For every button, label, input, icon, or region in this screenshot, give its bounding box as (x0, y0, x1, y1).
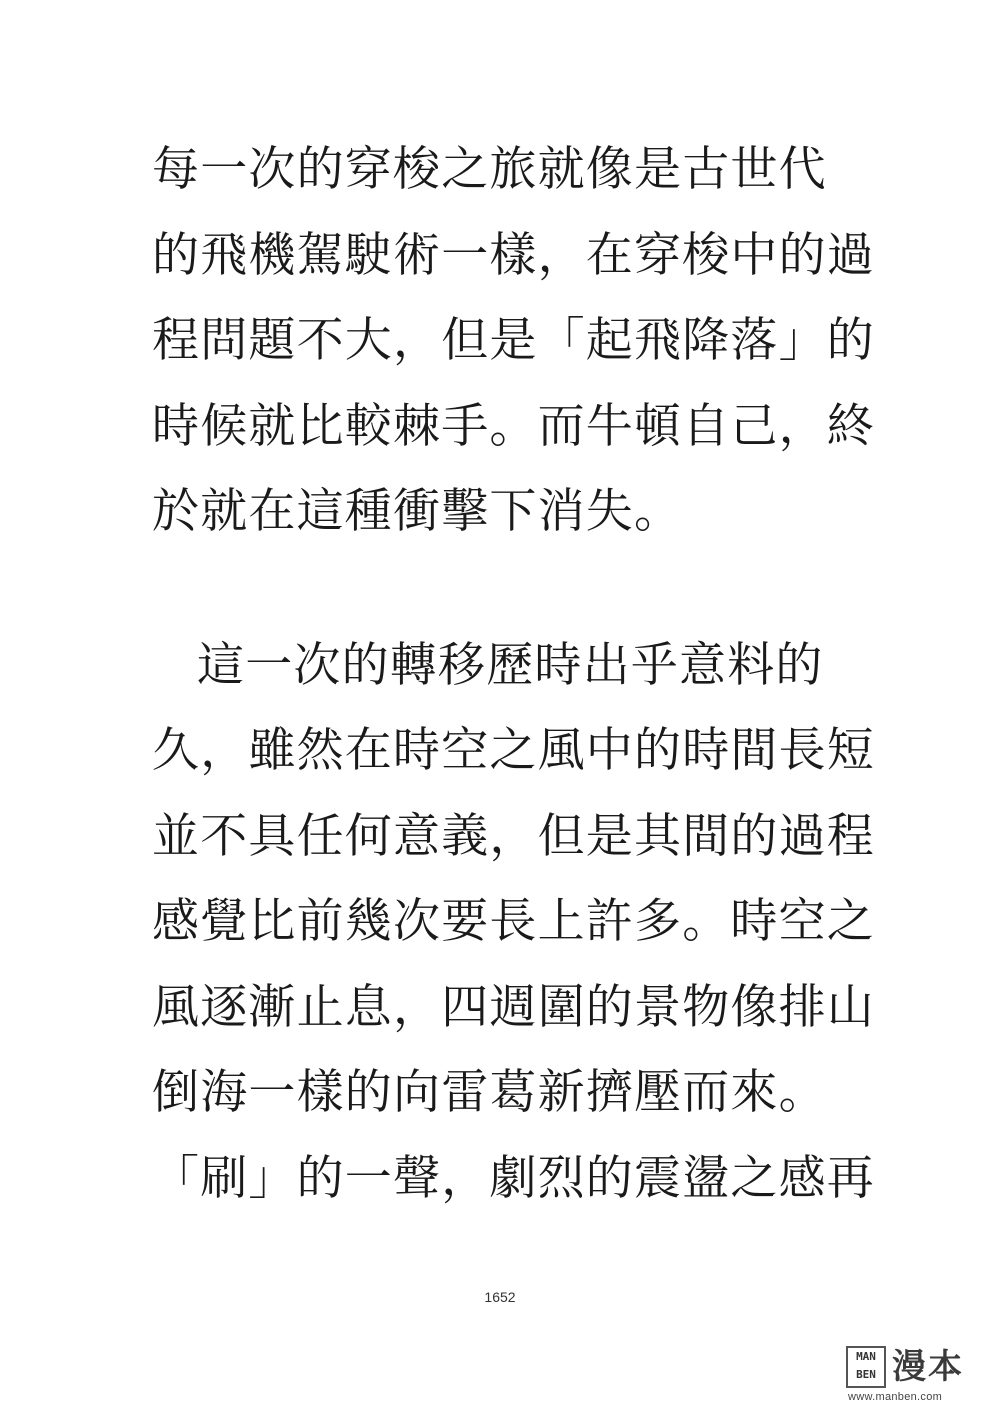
text-line: 感覺比前幾次要長上許多。時空之 (152, 894, 875, 949)
body-text (152, 135, 875, 1229)
watermark-logo-icon: MAN BEN (846, 1346, 886, 1388)
text-line: 倒海一樣的向雷葛新擠壓而來。 (152, 1065, 827, 1120)
text-line: 程問題不大，但是「起飛降落」的 (152, 313, 875, 368)
text-line: 於就在這種衝擊下消失。 (152, 484, 683, 539)
paragraph-1 (152, 135, 875, 563)
text-line: 時候就比較棘手。而牛頓自己，終 (152, 398, 875, 454)
text-line: 並不具任何意義，但是其間的過程 (152, 808, 875, 864)
text-line: 每一次的穿梭之旅就像是古世代 (152, 142, 827, 197)
text-line: 風逐漸止息，四週圍的景物像排山 (152, 979, 875, 1035)
paragraph-gap (152, 563, 872, 631)
watermark-title: 漫本 (892, 1347, 964, 1387)
text-line: 「刷」的一聲，劇烈的震盪之感再 (152, 1150, 875, 1206)
watermark[interactable] (846, 1344, 988, 1406)
text-line: 久，雖然在時空之風中的時間長短 (152, 723, 875, 778)
paragraph-2 (152, 631, 875, 1230)
watermark-url[interactable]: www.manben.com (848, 1391, 943, 1403)
text-line: 這一次的轉移歷時出乎意料的 (197, 637, 824, 693)
text-line: 的飛機駕駛術一樣，在穿梭中的過 (152, 227, 875, 283)
page-number: 1652 (484, 1289, 516, 1305)
